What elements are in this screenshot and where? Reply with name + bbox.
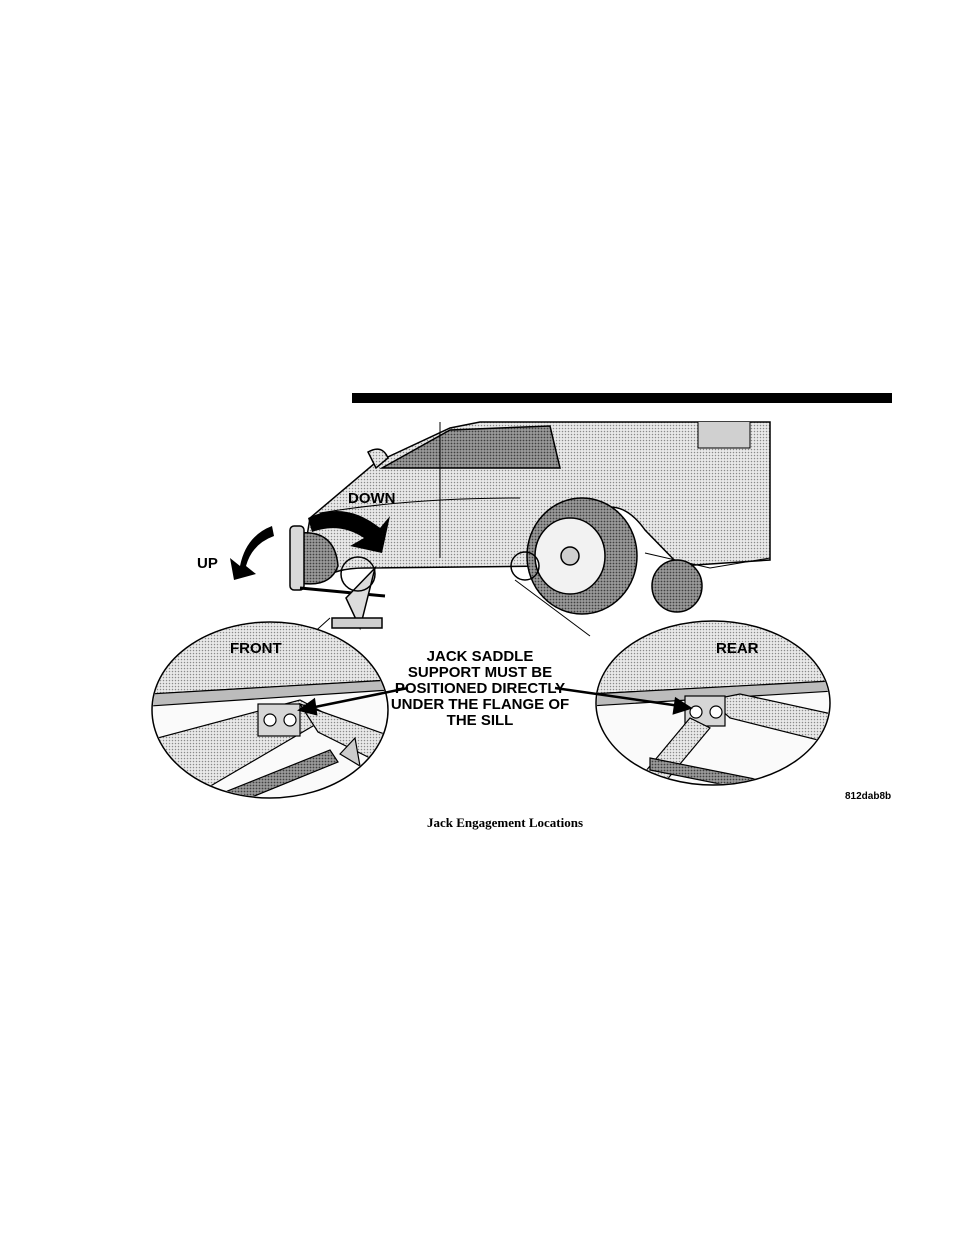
down-label: DOWN bbox=[348, 490, 396, 507]
figure-code: 812dab8b bbox=[845, 791, 892, 802]
rear-label: REAR bbox=[716, 640, 759, 657]
figure-caption: Jack Engagement Locations bbox=[427, 815, 583, 830]
front-label: FRONT bbox=[230, 640, 282, 657]
jack-engagement-illustration bbox=[150, 418, 895, 808]
section-divider-bar bbox=[352, 393, 892, 403]
up-label: UP bbox=[197, 555, 218, 572]
illustration-drawing bbox=[150, 418, 895, 808]
up-arrow-icon bbox=[230, 526, 274, 580]
jack-saddle-note: JACK SADDLE SUPPORT MUST BE POSITIONED DIRECTLY UNDER THE FLANGE OF THE SILL bbox=[390, 648, 570, 729]
